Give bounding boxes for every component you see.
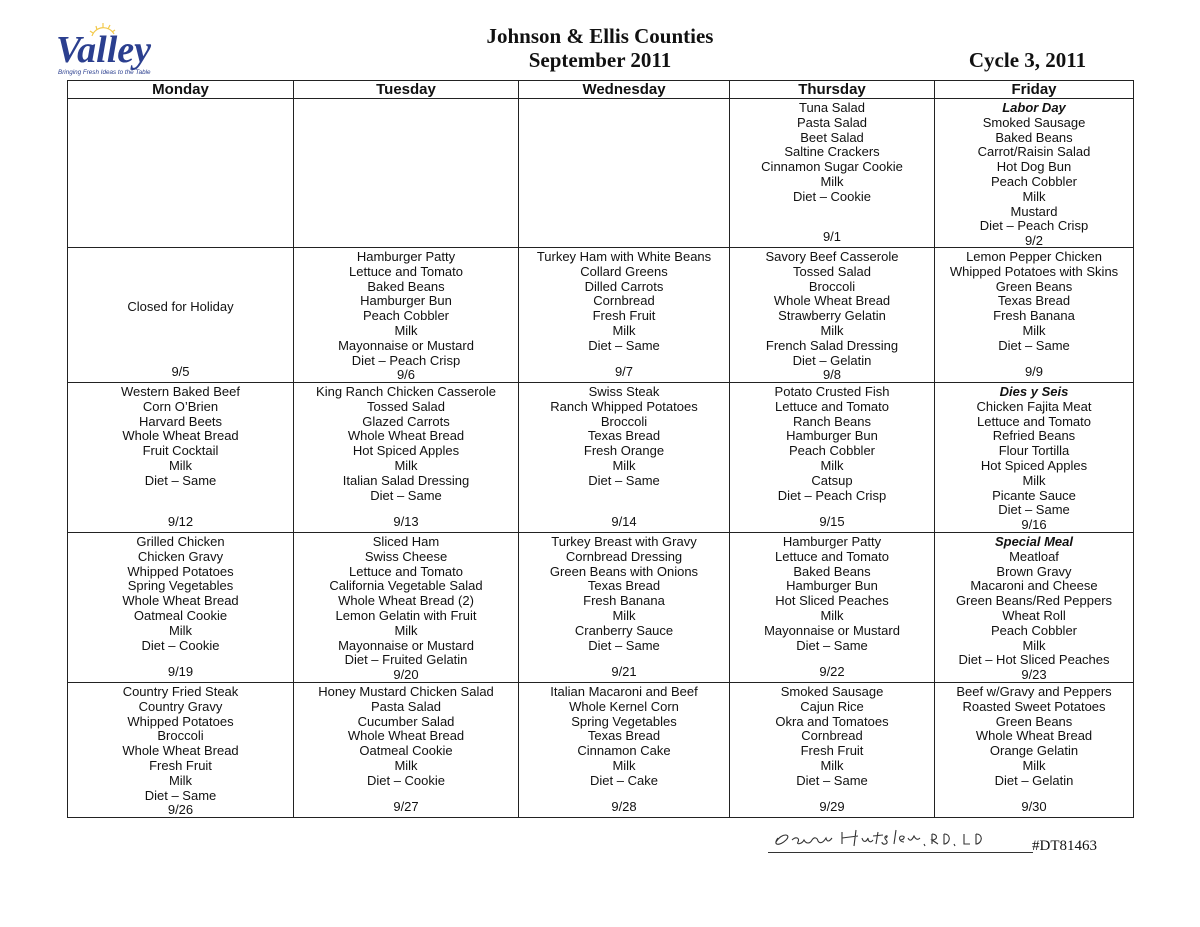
menu-item: Beef w/Gravy and Peppers bbox=[956, 684, 1112, 699]
day-cell-thursday bbox=[730, 383, 935, 533]
menu-item: Milk bbox=[612, 757, 636, 773]
menu-item: Orange Gelatin bbox=[989, 743, 1079, 759]
menu-item: Milk bbox=[394, 757, 418, 773]
menu-item: Glazed Carrots bbox=[362, 413, 450, 429]
cycle-label: Cycle 3, 2011 bbox=[968, 48, 1087, 72]
menu-item: Diet – Same bbox=[998, 337, 1070, 353]
menu-item: Lettuce and Tomato bbox=[349, 263, 463, 279]
day-cell-monday bbox=[68, 99, 294, 248]
menu-item: Green Beans bbox=[995, 713, 1073, 729]
svg-text:Valley: Valley bbox=[56, 29, 151, 71]
menu-item: Hot Spiced Apples bbox=[980, 457, 1088, 473]
menu-item: Cinnamon Sugar Cookie bbox=[761, 159, 903, 175]
day-date: 9/19 bbox=[167, 664, 194, 680]
menu-items bbox=[70, 535, 291, 665]
dietitian-id: #DT81463 bbox=[1032, 838, 1097, 854]
closed-note: Closed for Holiday bbox=[127, 299, 234, 315]
menu-item: Diet – Same bbox=[588, 637, 660, 653]
menu-item: Whole Wheat Bread bbox=[773, 293, 891, 309]
menu-items bbox=[296, 385, 516, 515]
menu-item: Green Beans bbox=[995, 278, 1073, 294]
menu-item: King Ranch Chicken Casserole bbox=[316, 384, 496, 399]
menu-item: Chicken Fajita Meat bbox=[976, 398, 1092, 414]
menu-item: Whipped Potatoes bbox=[127, 563, 234, 579]
day-cell-wednesday bbox=[519, 533, 730, 683]
menu-item: Catsup bbox=[811, 472, 853, 488]
week-row bbox=[68, 99, 1134, 248]
menu-item: Sliced Ham bbox=[372, 534, 440, 549]
menu-item: Hamburger Patty bbox=[782, 534, 882, 549]
day-date: 9/16 bbox=[1021, 517, 1047, 533]
menu-items bbox=[70, 101, 291, 245]
menu-item: Savory Beef Casserole bbox=[765, 249, 899, 264]
menu-item: Hamburger Bun bbox=[360, 293, 452, 309]
menu-items bbox=[296, 685, 516, 800]
menu-item: Country Gravy bbox=[138, 698, 223, 714]
day-date: 9/8 bbox=[822, 367, 842, 383]
menu-items bbox=[521, 250, 727, 365]
menu-item: Brown Gravy bbox=[996, 563, 1072, 579]
menu-item: Hamburger Bun bbox=[786, 578, 878, 594]
menu-item: Pasta Salad bbox=[370, 698, 442, 714]
day-cell-friday bbox=[935, 533, 1134, 683]
valley-logo-icon bbox=[52, 22, 212, 78]
menu-item: Fruit Cocktail bbox=[142, 443, 219, 459]
signature-line bbox=[768, 822, 1033, 853]
menu-items bbox=[70, 685, 291, 803]
day-date: 9/14 bbox=[611, 514, 637, 530]
menu-item: Hot Sliced Peaches bbox=[775, 593, 889, 609]
menu-item: Whole Wheat Bread bbox=[347, 428, 465, 444]
day-date: 9/2 bbox=[1024, 233, 1044, 249]
menu-item: Milk bbox=[820, 757, 844, 773]
day-cell-monday bbox=[68, 683, 294, 818]
menu-item: Milk bbox=[820, 322, 844, 338]
menu-item: Hamburger Bun bbox=[786, 428, 878, 444]
special-day-heading: Dies y Seis bbox=[999, 384, 1069, 399]
day-cell-friday bbox=[935, 248, 1134, 383]
day-date: 9/12 bbox=[167, 514, 194, 530]
menu-item: Diet – Fruited Gelatin bbox=[344, 652, 468, 668]
menu-item: Tossed Salad bbox=[366, 398, 446, 414]
menu-item: Peach Cobbler bbox=[991, 622, 1077, 638]
menu-item: Diet – Same bbox=[588, 337, 660, 353]
menu-item: Turkey Ham with White Beans bbox=[536, 249, 712, 264]
menu-item: Hamburger Patty bbox=[356, 249, 456, 264]
column-header-friday: Friday bbox=[935, 81, 1134, 99]
menu-items bbox=[732, 385, 932, 515]
day-date: 9/26 bbox=[167, 802, 194, 818]
menu-item: Mayonnaise or Mustard bbox=[764, 622, 900, 638]
day-cell-tuesday bbox=[294, 99, 519, 248]
menu-item: California Vegetable Salad bbox=[329, 578, 483, 594]
menu-item: Texas Bread bbox=[587, 428, 661, 444]
week-row bbox=[68, 683, 1134, 818]
menu-item: Chicken Gravy bbox=[137, 548, 224, 564]
menu-items bbox=[937, 685, 1131, 800]
menu-items bbox=[937, 250, 1131, 365]
menu-items bbox=[732, 685, 932, 800]
valley-logo bbox=[52, 22, 212, 78]
menu-item: Broccoli bbox=[808, 278, 856, 294]
menu-item: Diet – Cookie bbox=[366, 772, 446, 788]
menu-item: Diet – Gelatin bbox=[994, 772, 1074, 788]
day-date: 9/1 bbox=[822, 229, 842, 245]
menu-item: Milk bbox=[1022, 757, 1046, 773]
day-date: 9/13 bbox=[393, 514, 419, 530]
menu-item: Lettuce and Tomato bbox=[775, 548, 889, 564]
menu-item: Italian Salad Dressing bbox=[342, 472, 470, 488]
menu-item: Fresh Orange bbox=[583, 443, 665, 459]
menu-item: Smoked Sausage bbox=[982, 114, 1086, 130]
day-date: 9/5 bbox=[171, 364, 190, 380]
menu-item: Whole Kernel Corn bbox=[569, 698, 679, 714]
menu-item: Swiss Cheese bbox=[364, 548, 448, 564]
menu-items bbox=[521, 535, 727, 665]
menu-item: Mayonnaise or Mustard bbox=[338, 337, 474, 353]
menu-item: Diet – Cookie bbox=[792, 188, 872, 204]
menu-item: Harvard Beets bbox=[138, 413, 223, 429]
menu-item: Diet – Same bbox=[144, 472, 217, 488]
menu-item: Diet – Gelatin bbox=[792, 352, 872, 368]
menu-items bbox=[732, 250, 932, 368]
menu-item: Carrot/Raisin Salad bbox=[977, 144, 1091, 160]
menu-item: Hot Spiced Apples bbox=[352, 443, 460, 459]
day-date: 9/28 bbox=[611, 799, 637, 815]
day-date: 9/6 bbox=[396, 367, 416, 383]
menu-items bbox=[732, 101, 932, 230]
menu-item: Fresh Fruit bbox=[592, 308, 656, 324]
day-cell-friday bbox=[935, 99, 1134, 248]
menu-item: Broccoli bbox=[157, 728, 204, 744]
menu-item: Tuna Salad bbox=[798, 100, 865, 115]
menu-items bbox=[296, 250, 516, 368]
page-title bbox=[440, 24, 760, 72]
menu-item: Peach Cobbler bbox=[363, 308, 449, 324]
day-cell-thursday bbox=[730, 533, 935, 683]
menu-item: Milk bbox=[394, 457, 418, 473]
menu-items bbox=[296, 535, 516, 668]
day-cell-tuesday bbox=[294, 383, 519, 533]
menu-items bbox=[70, 385, 291, 515]
menu-item: Western Baked Beef bbox=[121, 384, 240, 399]
menu-item: Cornbread bbox=[593, 293, 655, 309]
menu-item: Milk bbox=[1022, 322, 1046, 338]
signature-icon bbox=[768, 822, 1033, 852]
menu-items bbox=[732, 535, 932, 665]
menu-item: Milk bbox=[394, 622, 418, 638]
day-date: 9/7 bbox=[614, 364, 634, 380]
day-cell-wednesday bbox=[519, 683, 730, 818]
day-date: 9/30 bbox=[1021, 799, 1047, 815]
column-header-tuesday: Tuesday bbox=[294, 81, 519, 99]
menu-item: Milk bbox=[612, 607, 636, 623]
menu-item: Strawberry Gelatin bbox=[778, 308, 886, 324]
menu-item: Texas Bread bbox=[587, 728, 661, 744]
menu-item: Fresh Banana bbox=[583, 593, 665, 609]
day-date: 9/21 bbox=[611, 664, 637, 680]
menu-item: Picante Sauce bbox=[992, 487, 1076, 503]
menu-item: Milk bbox=[168, 772, 193, 788]
menu-item: Diet – Same bbox=[588, 472, 660, 488]
menu-item: French Salad Dressing bbox=[765, 337, 899, 353]
menu-item: Spring Vegetables bbox=[571, 713, 677, 729]
day-cell-friday bbox=[935, 683, 1134, 818]
menu-item: Baked Beans bbox=[995, 129, 1073, 145]
menu-items bbox=[521, 101, 727, 245]
column-header-thursday: Thursday bbox=[730, 81, 935, 99]
menu-item: Meatloaf bbox=[1009, 548, 1059, 564]
day-cell-friday bbox=[935, 383, 1134, 533]
menu-item: Diet – Peach Crisp bbox=[979, 218, 1089, 234]
menu-items bbox=[521, 685, 727, 800]
menu-item: Peach Cobbler bbox=[789, 443, 875, 459]
month-title: September 2011 bbox=[528, 48, 672, 72]
day-cell-monday bbox=[68, 533, 294, 683]
menu-item: Turkey Breast with Gravy bbox=[551, 534, 697, 549]
menu-item: Diet – Cake bbox=[590, 772, 658, 788]
menu-item: Collard Greens bbox=[580, 263, 668, 279]
day-date: 9/23 bbox=[1021, 667, 1047, 683]
menu-item: Wheat Roll bbox=[1002, 607, 1066, 623]
menu-item: Flour Tortilla bbox=[998, 443, 1070, 459]
menu-items bbox=[296, 101, 516, 245]
menu-items bbox=[70, 250, 291, 365]
day-date: 9/9 bbox=[1024, 364, 1044, 380]
svg-text:Bringing Fresh Ideas to the Ta: Bringing Fresh Ideas to the Table bbox=[58, 69, 151, 76]
menu-item: Corn O’Brien bbox=[142, 398, 219, 414]
day-date: 9/15 bbox=[819, 514, 845, 530]
menu-item: Oatmeal Cookie bbox=[359, 743, 453, 759]
menu-item: Milk bbox=[168, 457, 193, 473]
menu-item: Spring Vegetables bbox=[127, 578, 234, 594]
menu-item: Fresh Fruit bbox=[149, 757, 212, 773]
menu-item: Baked Beans bbox=[367, 278, 445, 294]
menu-item: Lemon Pepper Chicken bbox=[966, 249, 1102, 264]
day-cell-thursday bbox=[730, 248, 935, 383]
menu-item: Mustard bbox=[1010, 203, 1058, 219]
day-cell-tuesday bbox=[294, 533, 519, 683]
day-cell-thursday bbox=[730, 683, 935, 818]
menu-item: Whipped Potatoes with Skins bbox=[949, 263, 1119, 279]
menu-item: Milk bbox=[820, 607, 844, 623]
menu-item: Whole Wheat Bread bbox=[122, 428, 239, 444]
special-day-heading: Special Meal bbox=[994, 534, 1074, 549]
day-date: 9/29 bbox=[819, 799, 845, 815]
menu-item: Milk bbox=[394, 322, 418, 338]
menu-items bbox=[937, 535, 1131, 668]
menu-item: Fresh Fruit bbox=[800, 743, 864, 759]
menu-item: Whole Wheat Bread bbox=[975, 728, 1093, 744]
menu-item: Lettuce and Tomato bbox=[775, 398, 889, 414]
menu-item: Green Beans/Red Peppers bbox=[955, 593, 1113, 609]
menu-item: Pasta Salad bbox=[796, 114, 868, 130]
day-date: 9/22 bbox=[819, 664, 845, 680]
menu-item: Milk bbox=[820, 173, 844, 189]
menu-item: Diet – Peach Crisp bbox=[777, 487, 887, 503]
menu-item: Oatmeal Cookie bbox=[133, 607, 228, 623]
menu-item: Lettuce and Tomato bbox=[349, 563, 463, 579]
menu-items bbox=[937, 385, 1131, 518]
menu-item: Baked Beans bbox=[793, 563, 871, 579]
menu-item: Diet – Same bbox=[998, 502, 1070, 518]
menu-item: Honey Mustard Chicken Salad bbox=[318, 684, 494, 699]
menu-item: Smoked Sausage bbox=[780, 684, 884, 699]
special-day-heading: Labor Day bbox=[1002, 100, 1066, 115]
menu-item: Whole Wheat Bread bbox=[122, 743, 239, 759]
menu-item: Fresh Banana bbox=[993, 308, 1075, 324]
weekday-header-row bbox=[68, 81, 1134, 99]
menu-item: Whole Wheat Bread bbox=[122, 593, 239, 609]
menu-item: Roasted Sweet Potatoes bbox=[962, 698, 1106, 714]
menu-item: Milk bbox=[820, 457, 844, 473]
menu-item: Cornbread Dressing bbox=[565, 548, 683, 564]
day-cell-wednesday bbox=[519, 248, 730, 383]
menu-item: Cranberry Sauce bbox=[574, 622, 674, 638]
day-cell-tuesday bbox=[294, 683, 519, 818]
menu-item: Whipped Potatoes bbox=[127, 713, 234, 729]
menu-item: Lemon Gelatin with Fruit bbox=[335, 607, 477, 623]
menu-item: Grilled Chicken bbox=[136, 534, 225, 549]
menu-item: Peach Cobbler bbox=[991, 173, 1077, 189]
menu-item: Mayonnaise or Mustard bbox=[338, 637, 474, 653]
menu-items bbox=[937, 101, 1131, 234]
menu-item: Diet – Same bbox=[796, 772, 868, 788]
day-cell-monday bbox=[68, 383, 294, 533]
menu-item: Texas Bread bbox=[587, 578, 661, 594]
menu-item: Okra and Tomatoes bbox=[775, 713, 889, 729]
week-row bbox=[68, 533, 1134, 683]
menu-item: Diet – Same bbox=[144, 787, 217, 803]
menu-item: Diet – Same bbox=[370, 487, 442, 503]
menu-item: Cinnamon Cake bbox=[577, 743, 671, 759]
menu-item: Hot Dog Bun bbox=[996, 159, 1072, 175]
menu-item: Cajun Rice bbox=[800, 698, 864, 714]
menu-item: Diet – Peach Crisp bbox=[351, 352, 461, 368]
county-title: Johnson & Ellis Counties bbox=[486, 24, 714, 48]
week-row bbox=[68, 248, 1134, 383]
menu-item: Whole Wheat Bread bbox=[347, 728, 465, 744]
menu-item: Saltine Crackers bbox=[784, 144, 880, 160]
day-date: 9/27 bbox=[393, 799, 419, 815]
menu-items bbox=[521, 385, 727, 515]
menu-item: Ranch Beans bbox=[792, 413, 872, 429]
menu-item: Swiss Steak bbox=[588, 384, 660, 399]
menu-item: Milk bbox=[168, 622, 193, 638]
menu-item: Milk bbox=[1022, 188, 1046, 204]
menu-item: Ranch Whipped Potatoes bbox=[550, 398, 698, 414]
menu-item: Green Beans with Onions bbox=[549, 563, 699, 579]
menu-item: Whole Wheat Bread (2) bbox=[338, 593, 474, 609]
column-header-monday: Monday bbox=[68, 81, 294, 99]
menu-item: Texas Bread bbox=[997, 293, 1071, 309]
day-date: 9/20 bbox=[393, 667, 419, 683]
day-cell-wednesday bbox=[519, 99, 730, 248]
menu-item: Tossed Salad bbox=[792, 263, 872, 279]
menu-item: Potato Crusted Fish bbox=[774, 384, 890, 399]
day-cell-wednesday bbox=[519, 383, 730, 533]
week-row bbox=[68, 383, 1134, 533]
menu-item: Milk bbox=[612, 457, 636, 473]
day-cell-thursday bbox=[730, 99, 935, 248]
menu-item: Diet – Same bbox=[796, 637, 868, 653]
menu-item: Dilled Carrots bbox=[584, 278, 664, 294]
menu-item: Cornbread bbox=[801, 728, 863, 744]
menu-item: Milk bbox=[612, 322, 636, 338]
menu-item: Diet – Hot Sliced Peaches bbox=[958, 652, 1110, 668]
day-cell-monday bbox=[68, 248, 294, 383]
menu-item: Cucumber Salad bbox=[357, 713, 455, 729]
menu-item: Italian Macaroni and Beef bbox=[550, 684, 698, 699]
menu-item: Country Fried Steak bbox=[122, 684, 239, 699]
menu-item: Refried Beans bbox=[992, 428, 1076, 444]
menu-item: Diet – Cookie bbox=[141, 637, 220, 653]
day-cell-tuesday bbox=[294, 248, 519, 383]
menu-item: Broccoli bbox=[600, 413, 648, 429]
menu-item: Beet Salad bbox=[800, 129, 864, 145]
menu-item: Milk bbox=[1022, 472, 1046, 488]
menu-item: Macaroni and Cheese bbox=[970, 578, 1098, 594]
menu-calendar-table bbox=[67, 80, 1134, 818]
menu-item: Lettuce and Tomato bbox=[977, 413, 1091, 429]
column-header-wednesday: Wednesday bbox=[519, 81, 730, 99]
menu-item: Milk bbox=[1022, 637, 1046, 653]
